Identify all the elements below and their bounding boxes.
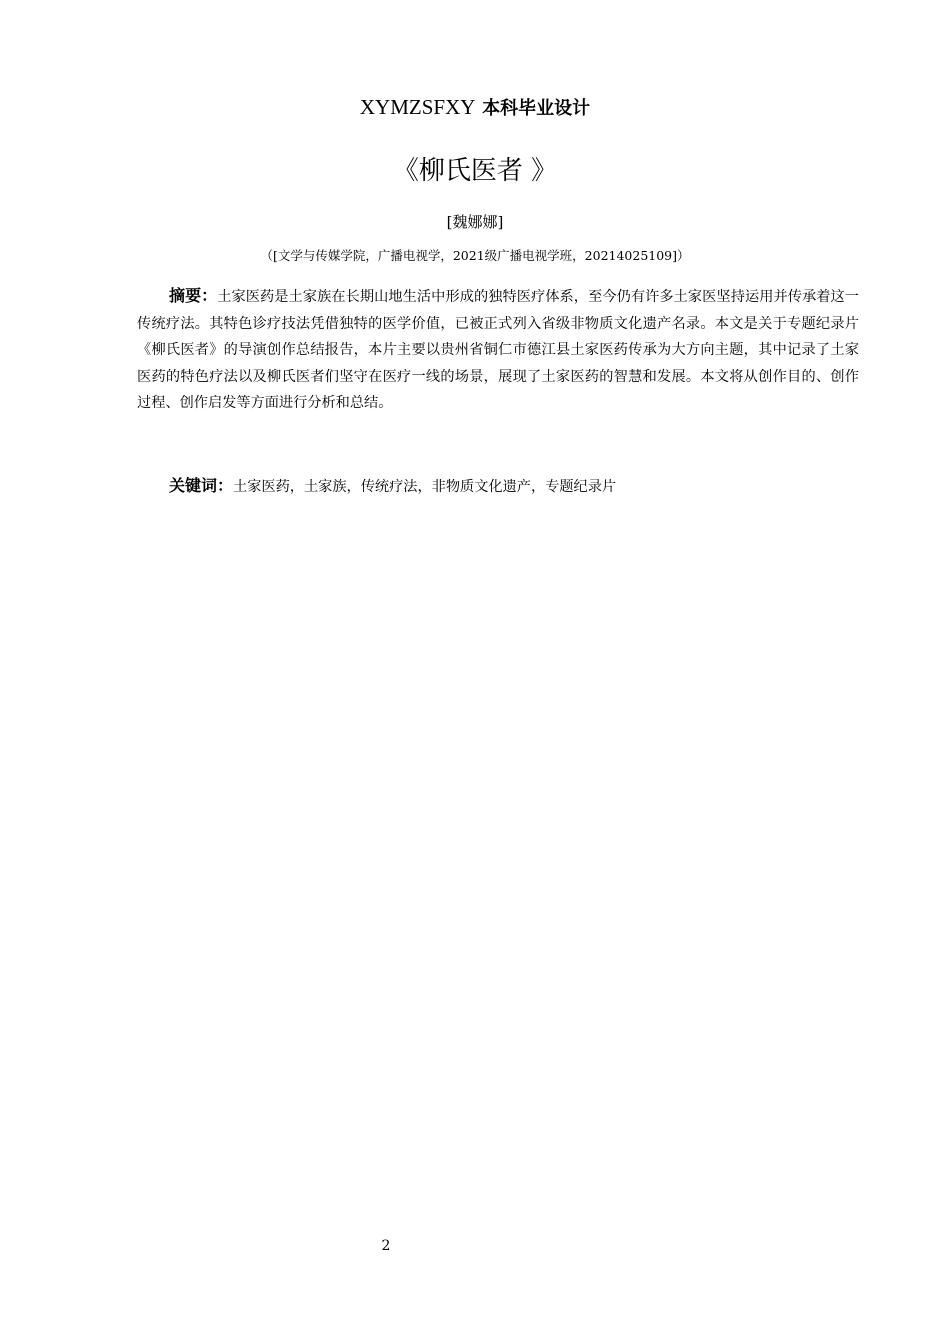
keywords-text: 土家医药，土家族，传统疗法，非物质文化遗产，专题纪录片 — [233, 479, 617, 495]
school-code: XYMZSFXY — [359, 95, 476, 119]
document-title: 《柳氏医者 》 — [392, 156, 558, 186]
abstract-label: 摘要： — [169, 286, 218, 305]
page-number: 2 — [381, 1238, 391, 1254]
author-affiliation: （[文学与传媒学院，广播电视学，2021级广播电视学班，20214025109]） — [260, 248, 690, 263]
abstract-paragraph — [137, 283, 859, 417]
keywords-label: 关键词： — [169, 476, 234, 495]
header-label: 本科毕业设计 — [482, 98, 591, 119]
keywords-paragraph — [137, 473, 859, 500]
abstract-text: 土家医药是土家族在长期山地生活中形成的独特医疗体系，至今仍有许多土家医坚持运用并传承着这一传统疗法。其特色诊疗技法凭借独特的医学价值，已被正式列入省级非物质文化遗产名录。本文是关于专题纪录片《柳氏医者》的导演创作总结报告，本片主要以贵州省铜仁市德江县土家医药传承为大方向主题，其中记录了土家医药的特色疗法以及柳氏医者们坚守在医疗一线的场景，展现了土家医药的智慧和发展。本文将从创作目的、创作过程、创作启发等方面进行分析和总结。 — [137, 289, 859, 411]
author-name: [魏娜娜] — [446, 213, 504, 231]
page-header — [0, 93, 950, 123]
